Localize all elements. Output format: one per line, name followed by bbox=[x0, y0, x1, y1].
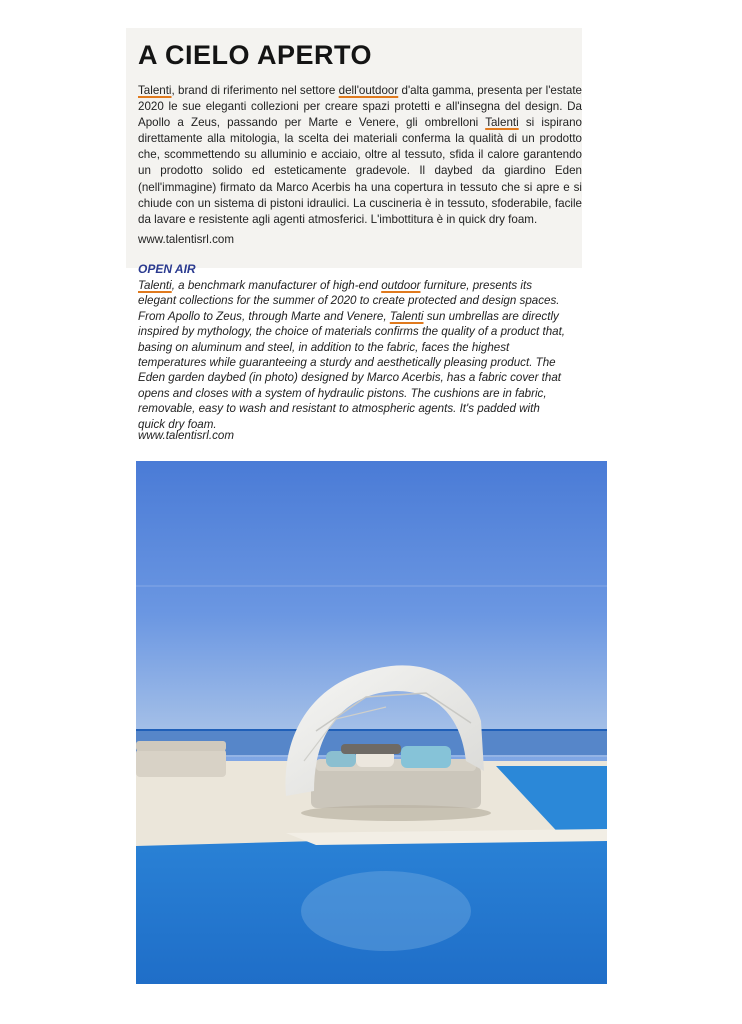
article-body-it: Talenti, brand di riferimento nel settore dell'outdoor d'alta gamma, presenta per l'estate 2020 le sue eleganti collezioni per creare spazi protetti e all'insegna del design. Da Apollo a Zeus, passando per Marte e Venere, gli ombrelloni Talenti si ispirano direttamente alla mitologia, la scelta dei materiali conferma la qualità di un prodotto che, scommettendo su alluminio e acciaio, oltre al tessuto, sfida il calore garantendo un prodotto solido ed esteticamente gradevole. Il daybed da giardino Eden (nell'immagine) firmato da Marco Acerbis ha una copertura in tessuto che si apre e si chiude con un sistema di pistoni idraulici. La cuscineria è in tessuto, sfoderabile, facile da lavare e resistente agli agenti atmosferici. L'imbottitura è in quick dry foam. bbox=[138, 84, 582, 226]
brand-name: Talenti bbox=[138, 84, 172, 97]
daybed-base bbox=[311, 766, 481, 808]
cushion-blue bbox=[401, 746, 451, 768]
website-link-it[interactable]: www.talentisrl.com bbox=[138, 233, 234, 246]
lounge-sofa bbox=[136, 749, 226, 777]
sky bbox=[136, 461, 607, 741]
website-link-en[interactable]: www.talentisrl.com bbox=[138, 429, 234, 442]
outdoor-term: outdoor bbox=[381, 279, 421, 292]
brand-name: Talenti bbox=[138, 279, 172, 292]
brand-name: Talenti bbox=[389, 309, 424, 323]
product-photo bbox=[136, 461, 607, 984]
article-body-en: Talenti, a benchmark manufacturer of high-end outdoor furniture, presents its elegant collections for the summer of 2020 to create protected and design spaces. From Apollo to Zeus, through Marte and Venere, Talenti sun umbrellas are directly inspired by mythology, the choice of materials confirms the quality of a product that, basing on aluminum and steel, in addition to the fabric, faces the highest temperatures while guaranteeing a sturdy and aesthetically pleasing product. The Eden garden daybed (in photo) designed by Marco Acerbis, has a fabric cover that opens and closes with a system of hydraulic pistons. The cushions are in fabric, removable, easy to wash and resistant to atmospheric agents. It's padded with quick dry foam. bbox=[138, 279, 566, 431]
daybed-pool-illustration bbox=[136, 461, 607, 984]
article-title-it: A CIELO APERTO bbox=[138, 40, 373, 70]
outdoor-term: dell'outdoor bbox=[338, 84, 399, 97]
brand-name: Talenti bbox=[485, 116, 519, 130]
article-title-en: OPEN AIR bbox=[138, 262, 196, 276]
